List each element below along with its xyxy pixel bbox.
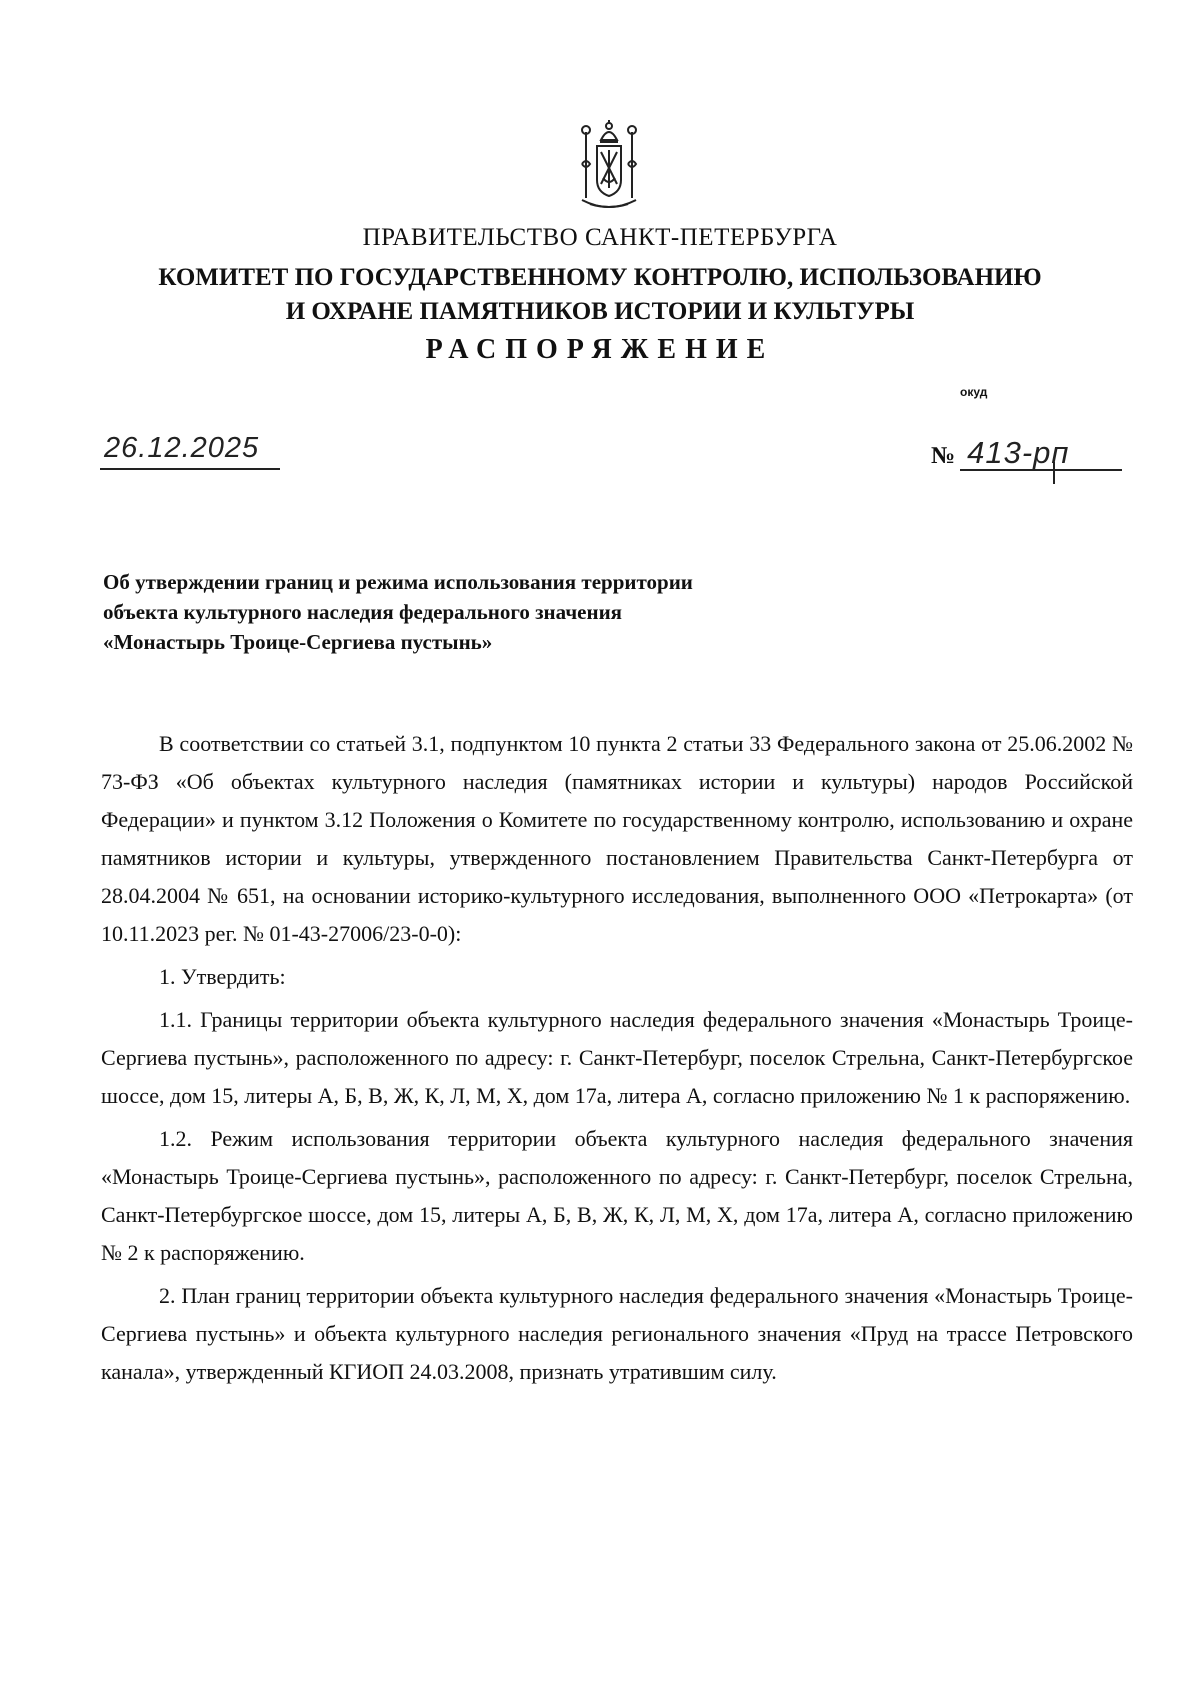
number-sign: № <box>931 443 956 469</box>
document-date <box>104 432 259 465</box>
number-value: 413-рп <box>967 435 1070 470</box>
number-underline <box>960 469 1122 471</box>
clause-2: 2. План границ территории объекта культурного наследия федерального значения «Монастырь Троице-Сергиева пустынь» и объекта культурного наследия регионального значения «Пруд на трассе Петровского канала», утвержденный КГИОП 24.03.2008, признать утратившим силу. <box>101 1283 1133 1384</box>
number-underline-tick <box>1053 462 1055 484</box>
clause-1-1: 1.1. Границы территории объекта культурного наследия федерального значения «Монастырь Троице-Сергиева пустынь», расположенного по адресу: г. Санкт-Петербург, поселок Стрельна, Санкт-Петербургское шоссе, дом 15, литеры А, Б, В, Ж, К, Л, М, Х, дом 17а, литера А, согласно приложению № 1 к распоряжению. <box>101 1007 1133 1108</box>
clause-1: 1. Утвердить: <box>159 964 286 989</box>
document-number <box>931 435 1069 471</box>
saint-petersburg-coat-of-arms-icon <box>576 118 642 216</box>
date-value: 26.12.2025 <box>104 432 260 464</box>
okud-label: окуд <box>960 385 988 399</box>
committee-name-line-2: И ОХРАНЕ ПАМЯТНИКОВ ИСТОРИИ И КУЛЬТУРЫ <box>285 298 915 325</box>
clause-1-2: 1.2. Режим использования территории объекта культурного наследия федерального значения «Монастырь Троице-Сергиева пустынь», расположенного по адресу: г. Санкт-Петербург, поселок Стрельна, Санкт-Петербургское шоссе, дом 15, литеры А, Б, В, Ж, К, Л, М, Х, дом 17а, литера А, согласно приложению № 2 к распоряжению. <box>101 1126 1133 1265</box>
date-underline <box>100 468 280 470</box>
title-line-3: «Монастырь Троице-Сергиева пустынь» <box>103 630 493 654</box>
government-name: ПРАВИТЕЛЬСТВО САНКТ-ПЕТЕРБУРГА <box>362 224 838 251</box>
committee-name-line-1: КОМИТЕТ ПО ГОСУДАРСТВЕННОМУ КОНТРОЛЮ, ИСПОЛЬЗОВАНИЮ <box>158 264 1042 291</box>
document-type: РАСПОРЯЖЕНИЕ <box>425 334 775 365</box>
document-title <box>103 567 693 657</box>
preamble-paragraph: В соответствии со статьей 3.1, подпунктом 10 пункта 2 статьи 33 Федерального закона от 25.06.2002 № 73-ФЗ «Об объектах культурного наследия (памятниках истории и культуры) народов Российской Федерации» и пунктом 3.12 Положения о Комитете по государственному контролю, использованию и охране памятников истории и культуры, утвержденного постановлением Правительства Санкт-Петербурга от 28.04.2004 № 651, на основании историко-культурного исследования, выполненного ООО «Петрокарта» (от 10.11.2023 рег. № 01-43-27006/23-0-0): <box>101 731 1133 946</box>
title-line-1: Об утверждении границ и режима использования территории <box>103 570 693 594</box>
document-body <box>101 725 1133 1391</box>
title-line-2: объекта культурного наследия федерального значения <box>103 600 623 624</box>
